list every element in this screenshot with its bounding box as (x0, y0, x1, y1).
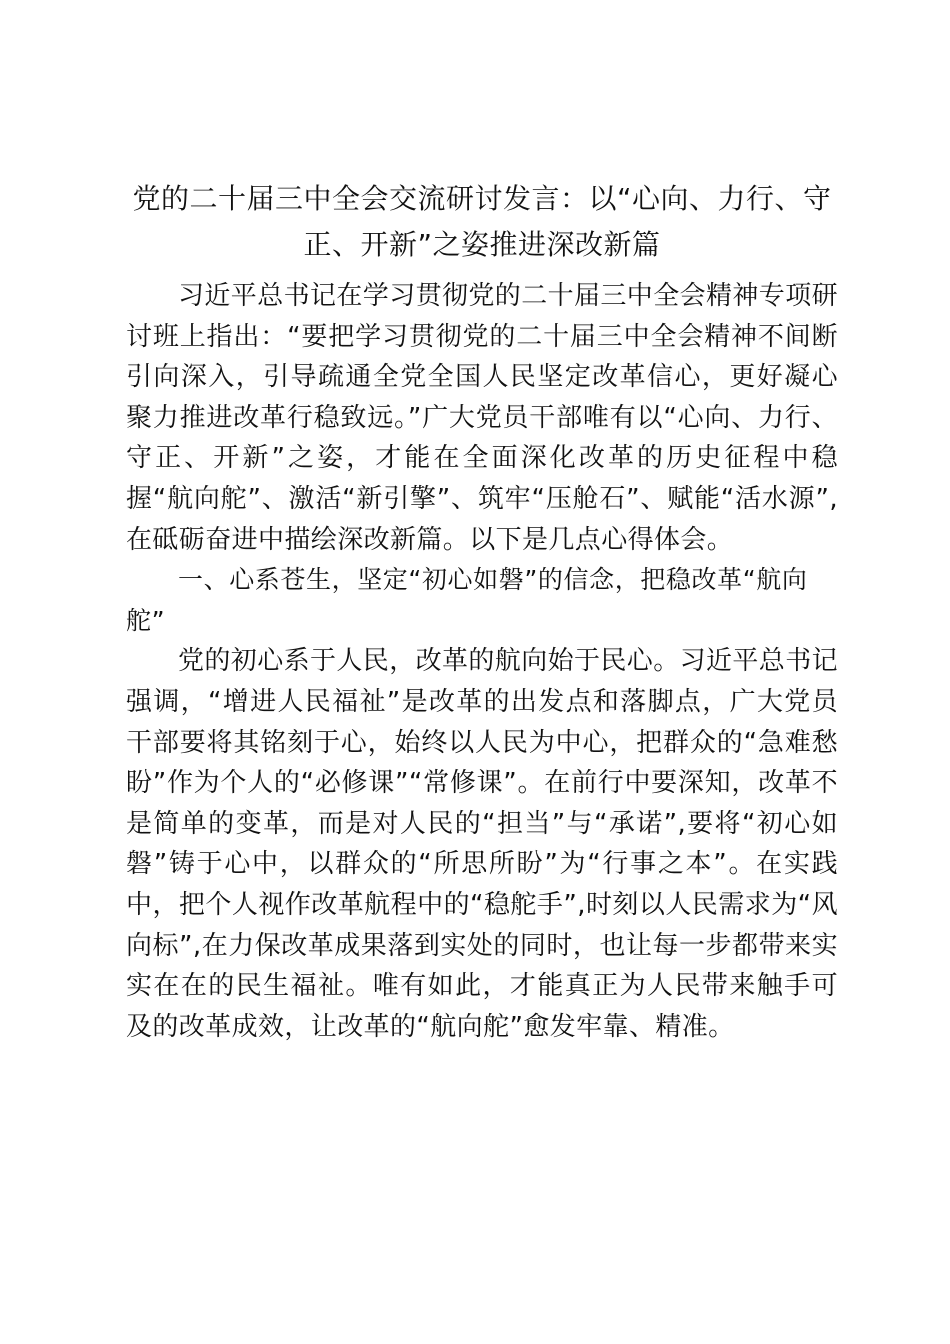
section-heading-1: 一、心系苍生，坚定“初心如磐”的信念，把稳改革“航向舵” (126, 565, 808, 635)
section-body-1: 党的初心系于人民，改革的航向始于民心。习近平总书记强调，“增进人民福祉”是改革的出发点和落脚点，广大党员干部要将其铭刻于心，始终以人民为中心，把群众的“急难愁盼”作为个人的“必修课”“常修课”。在前行中要深知，改革不是简单的变革，而是对人民的“担当”与“承诺”,要将“初心如磐”铸于心中，以群众的“所思所盼”为“行事之本”。在实践中，把个人视作改革航程中的“稳舵手”,时刻以人民需求为“风向标”,在力保改革成果落到实处的同时，也让每一步都带来实实在在的民生福祉。唯有如此，才能真正为人民带来触手可及的改革成效，让改革的“航向舵”愈发牢靠、精准。 (126, 646, 839, 1042)
intro-paragraph: 习近平总书记在学习贯彻党的二十届三中全会精神专项研讨班上指出：“要把学习贯彻党的二十届三中全会精神不间断引向深入，引导疏通全党全国人民坚定改革信心，更好凝心聚力推进改革行稳致远。”广大党员干部唯有以“心向、力行、守正、开新”之姿，才能在全面深化改革的历史征程中稳握“航向舵”、激活“新引擎”、筑牢“压舱石”、赋能“活水源”,在砥砺奋进中描绘深改新篇。以下是几点心得体会。 (126, 281, 839, 555)
document-title: 党的二十届三中全会交流研讨发言：以“心向、力行、守正、开新”之姿推进深改新篇 (132, 182, 832, 261)
document-body (126, 176, 838, 1047)
